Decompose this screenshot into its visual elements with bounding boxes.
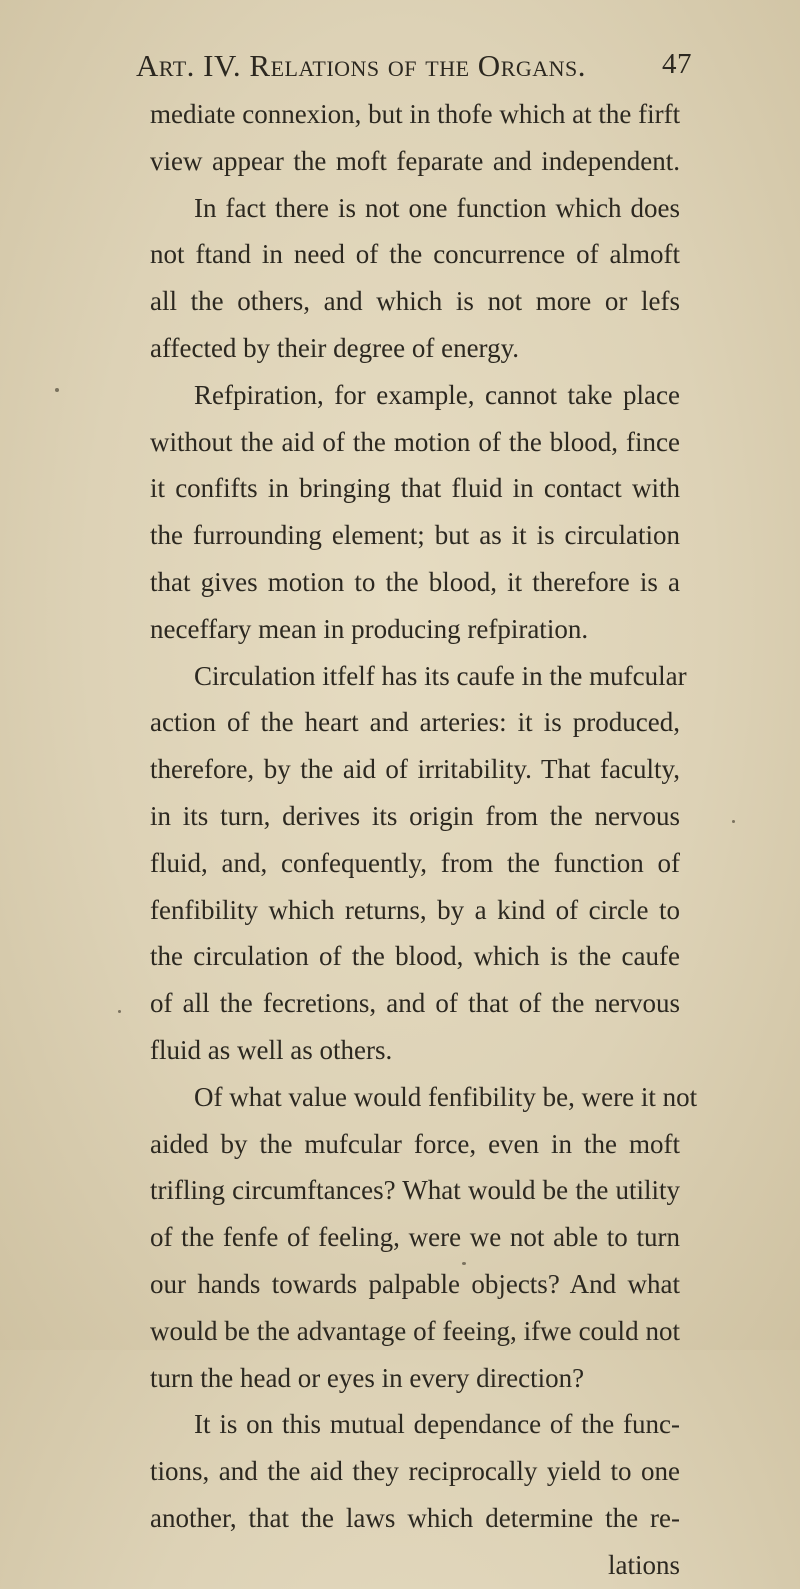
text-line: aided by the mufcular force, even in the moft <box>150 1128 680 1159</box>
text-line: Circulation itfelf has its caufe in the mufcular <box>194 660 687 691</box>
page-number: 47 <box>662 48 692 80</box>
text-line: would be the advantage of feeing, ifwe could not <box>150 1315 680 1346</box>
text-line: tions, and the aid they reciprocally yield to one <box>150 1456 680 1487</box>
text-line: the furrounding element; but as it is circulation <box>150 520 680 551</box>
text-line: fluid as well as others. <box>150 1034 393 1065</box>
text-line: all the others, and which is not more or lefs <box>150 286 680 317</box>
paper-speck <box>732 820 735 823</box>
text-line: fenfibility which returns, by a kind of circle to <box>150 894 680 925</box>
text-line: in its turn, derives its origin from the nervous <box>150 800 680 831</box>
text-line: Of what value would fenfibility be, were it not <box>194 1081 698 1112</box>
text-line: turn the head or eyes in every direction? <box>150 1362 585 1393</box>
text-line: affected by their degree of energy. <box>150 332 520 363</box>
text-line: another, that the laws which determine the re- <box>150 1502 680 1533</box>
text-line: mediate connexion, but in thofe which at the firft <box>150 99 681 129</box>
text-line: that gives motion to the blood, it therefore is a <box>150 566 680 597</box>
text-line: Refpiration, for example, cannot take place <box>194 379 680 410</box>
text-line: It is on this mutual dependance of the func- <box>194 1409 680 1440</box>
running-title: Art. IV. Relations of the Organs. <box>136 48 587 83</box>
text-line: trifling circumftances? What would be the utility <box>150 1175 680 1206</box>
text-line: of the fenfe of feeling, were we not able to turn <box>150 1222 680 1253</box>
paper-speck <box>118 1010 121 1013</box>
catchword: lations <box>608 1549 680 1580</box>
page-header <box>0 48 800 88</box>
text-line: of all the fecretions, and of that of the nervous <box>150 988 680 1019</box>
paper-speck <box>462 1262 466 1265</box>
text-line: the circulation of the blood, which is the caufe <box>150 941 680 972</box>
text-line: neceffary mean in producing refpiration. <box>150 613 589 644</box>
text-line: it confifts in bringing that fluid in contact with <box>150 473 680 504</box>
text-line: without the aid of the motion of the blood, fince <box>150 426 680 457</box>
text-line: our hands towards palpable objects? And what <box>150 1268 680 1299</box>
text-line: therefore, by the aid of irritability. That faculty, <box>150 754 680 785</box>
body-text <box>150 91 698 1589</box>
text-line: not ftand in need of the concurrence of almoft <box>150 239 680 270</box>
text-line: In fact there is not one function which does <box>194 192 680 223</box>
text-line: view appear the moft feparate and independent. <box>150 145 680 176</box>
text-line: fluid, and, confequently, from the function of <box>150 847 680 878</box>
paper-speck <box>55 388 59 392</box>
text-line: action of the heart and arteries: it is produced, <box>150 707 680 738</box>
